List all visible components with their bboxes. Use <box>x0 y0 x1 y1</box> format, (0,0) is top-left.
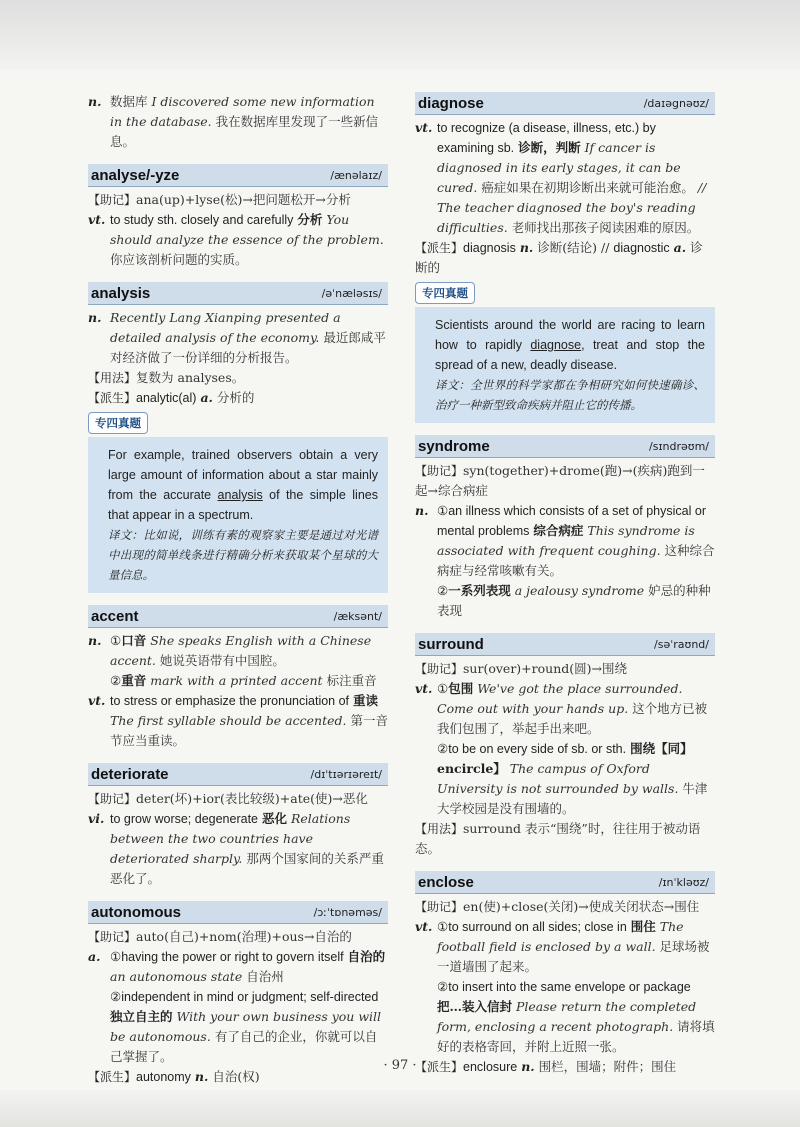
mnemonic-tag: 【助记】 <box>415 900 464 914</box>
entry-diagnose <box>415 92 715 423</box>
derivative-word: analytic(al) <box>136 391 197 405</box>
example-translation: 她说英语带有中国腔。 <box>159 653 285 668</box>
headword: accent <box>91 607 139 625</box>
def-zh: 重读 <box>353 693 379 708</box>
example: Relations between the two countries have deteriorated sharply. <box>110 811 351 866</box>
definition: to study sth. closely and carefully <box>110 213 294 227</box>
def-zh: 把…装入信封 <box>437 999 513 1014</box>
sense-number: ② <box>437 583 449 598</box>
entry-header <box>88 605 388 628</box>
example-translation: 你应该剖析问题的实质。 <box>110 252 248 267</box>
derivative-tag: 【派生】 <box>88 391 137 405</box>
exam-keyword: analysis <box>217 488 263 502</box>
mnemonic: auto(自己)+nom(治理)+ous→自治的 <box>136 929 352 944</box>
definition: an illness which consists of a set of physical or mental problems <box>437 504 706 538</box>
pos: a. <box>88 949 101 964</box>
usage: surround 表示“围绕”时，往往用于被动语态。 <box>415 821 701 856</box>
derivative-zh: 自治(权) <box>212 1069 260 1084</box>
mnemonic-tag: 【助记】 <box>415 464 464 478</box>
derivative-word: diagnostic <box>613 241 670 255</box>
def-zh: 围绕【同】encircle】 <box>437 741 693 776</box>
entry-enclose <box>415 871 715 1077</box>
phonetic: /səˈraʊnd/ <box>654 637 709 651</box>
entry-header <box>415 871 715 894</box>
mnemonic-tag: 【助记】 <box>88 792 137 806</box>
example-translation: 有了自己的企业，你就可以自己掌握了。 <box>110 1029 378 1064</box>
right-column <box>415 92 715 1089</box>
bottom-margin <box>0 1090 800 1127</box>
derivative-tag: 【派生】 <box>415 241 464 255</box>
example-translation: 最近郎咸平对经济做了一份详细的分析报告。 <box>110 330 386 365</box>
sense-number: ② <box>110 989 122 1004</box>
example: You should analyze the essence of the problem. <box>110 212 384 247</box>
headword: autonomous <box>91 903 181 921</box>
entry-database-tail <box>88 92 388 152</box>
mnemonic: en(使)+close(关闭)→使成关闭状态→围住 <box>463 899 700 914</box>
example: This syndrome is associated with frequent coughing. <box>437 523 695 558</box>
mnemonic: ana(up)+lyse(松)→把问题松开→分析 <box>136 192 351 207</box>
mnemonic-tag: 【助记】 <box>88 193 137 207</box>
def-zh: 综合病症 <box>533 523 584 538</box>
derivative-tag: 【派生】 <box>88 1070 137 1084</box>
exam-keyword: diagnose <box>530 338 582 352</box>
pos: n. <box>194 1069 209 1084</box>
pos: n. <box>521 1059 535 1074</box>
derivative-word: diagnosis <box>463 241 516 255</box>
sense-number: ② <box>437 741 449 756</box>
example-translation: 第一音节应当重读。 <box>110 713 388 748</box>
example-translation: 请将填好的表格寄回，并附上近照一张。 <box>437 1019 715 1054</box>
sense-number: ① <box>437 681 449 696</box>
phonetic: /daɪəgnəʊz/ <box>643 96 709 110</box>
headword: diagnose <box>418 94 484 112</box>
example: I discovered some new information in the database. <box>110 94 375 129</box>
exam-text: For example, trained observers obtain a very large amount of information about a star mainly from the accurate <box>108 448 378 502</box>
usage-tag: 【用法】 <box>415 822 464 836</box>
example: With your own business you will be autonomous. <box>110 1009 382 1044</box>
pos: vt. <box>88 212 106 227</box>
entry-header <box>88 763 388 786</box>
entry-header <box>88 282 388 305</box>
derivative-word: enclosure <box>463 1060 518 1074</box>
headword: syndrome <box>418 437 490 455</box>
entry-header <box>88 164 388 187</box>
entry-header <box>415 92 715 115</box>
example: an autonomous state <box>110 969 243 984</box>
entry-analyse <box>88 164 388 270</box>
def-zh: 围住 <box>630 919 656 934</box>
example-translation: 这个地方已被我们包围了，举起手出来吧。 <box>437 701 708 736</box>
top-margin <box>0 0 800 70</box>
derivative-zh: 诊断(结论) // <box>537 240 614 255</box>
phonetic: /sɪndrəʊm/ <box>649 439 709 453</box>
usage-tag: 【用法】 <box>88 371 137 385</box>
pos: n. <box>88 633 102 648</box>
example-translation: 自治州 <box>246 969 284 984</box>
entry-header <box>88 901 388 924</box>
pos: n. <box>88 94 102 109</box>
derivative-tag: 【派生】 <box>415 1060 464 1074</box>
headword: deteriorate <box>91 765 169 783</box>
example: She speaks English with a Chinese accent. <box>110 633 372 668</box>
pos: n. <box>519 240 534 255</box>
exam-translation: 译文：比如说，训练有素的观察家主要是通过对光谱中出现的简单线条进行精确分析来获取某个星球的大量信息。 <box>108 528 378 582</box>
definition: to stress or emphasize the pronunciation of <box>110 694 350 708</box>
definition: to recognize (a disease, illness, etc.) by examining sb. <box>437 121 656 155</box>
entry-syndrome <box>415 435 715 621</box>
left-column <box>88 92 388 1099</box>
mnemonic-tag: 【助记】 <box>415 662 464 676</box>
example-translation: 妒忌的种种表现 <box>437 583 711 618</box>
def-zh: 数据库 <box>110 94 148 109</box>
exam-label: 专四真题 <box>415 282 475 304</box>
mnemonic: syn(together)+drome(跑)→(疾病)跑到一起→综合病症 <box>415 463 705 498</box>
example-translation: 这种综合病症与经常咳嗽有关。 <box>437 543 715 578</box>
phonetic: /ɪnˈkləʊz/ <box>658 875 709 889</box>
def-zh: 一系列表现 <box>448 583 511 598</box>
entry-header <box>415 633 715 656</box>
example: If cancer is diagnosed in its early stages, it can be cured. <box>437 140 681 195</box>
definition: to be on every side of sb. or sth. <box>448 742 627 756</box>
example: Recently Lang Xianping presented a detailed analysis of the economy. <box>110 310 341 345</box>
headword: surround <box>418 635 484 653</box>
phonetic: /ɔːˈtɒnəməs/ <box>313 905 382 919</box>
exam-translation: 译文：全世界的科学家都在争相研究如何快速确诊、治疗一种新型致命疾病并阻止它的传播。 <box>435 378 705 412</box>
entry-surround <box>415 633 715 859</box>
headword: analysis <box>91 284 151 302</box>
definition: to insert into the same envelope or package <box>448 980 691 994</box>
example-translation: 标注重音 <box>326 673 377 688</box>
pos: n. <box>88 310 102 325</box>
example-translation: 足球场被一道墙围了起来。 <box>437 939 710 974</box>
exam-text: Scientists around the world are racing to learn how to rapidly <box>435 318 705 352</box>
page-number: · 97 · <box>383 1058 417 1073</box>
definition: independent in mind or judgment; self-directed <box>121 990 379 1004</box>
pos: vt. <box>415 681 433 696</box>
example: // The teacher diagnosed the boy's reading difficulties. <box>437 180 707 235</box>
def-zh: 恶化 <box>262 811 288 826</box>
pos: a. <box>200 390 213 405</box>
entry-analysis <box>88 282 388 593</box>
exam-box <box>88 437 388 593</box>
definition: having the power or right to govern itself <box>121 950 344 964</box>
derivative-word: autonomy <box>136 1070 191 1084</box>
phonetic: /dɪˈtɪərɪəreɪt/ <box>310 767 382 781</box>
exam-text: , treat and stop the spread of a new, deadly disease. <box>435 338 705 372</box>
example: a jealousy syndrome <box>514 583 645 598</box>
definition: to surround on all sides; close in <box>448 920 627 934</box>
entry-accent <box>88 605 388 751</box>
pos: vt. <box>88 693 106 708</box>
phonetic: /əˈnæləsɪs/ <box>321 286 382 300</box>
pos: a. <box>673 240 687 255</box>
example: The campus of Oxford University is not surrounded by walls. <box>437 761 679 796</box>
phonetic: /ænəlaɪz/ <box>330 168 382 182</box>
example-translation: 我在数据库里发现了一些新信息。 <box>110 114 379 149</box>
def-zh: 分析 <box>297 212 323 227</box>
example-translation: 老师找出那孩子阅读困难的原因。 <box>511 220 700 235</box>
headword: enclose <box>418 873 474 891</box>
def-zh: 独立自主的 <box>110 1009 173 1024</box>
def-zh: 诊断，判断 <box>518 140 581 155</box>
entry-header <box>415 435 715 458</box>
example-translation: 牛津大学校园是没有围墙的。 <box>437 781 708 816</box>
sense-number: ② <box>110 673 122 688</box>
example: We've got the place surrounded. Come out with your hands up. <box>437 681 683 716</box>
example-translation: 癌症如果在初期诊断出来就可能治愈。 <box>481 180 694 195</box>
sense-number: ② <box>437 979 449 994</box>
exam-text: of the simple lines that appear in a spectrum. <box>108 488 378 522</box>
mnemonic: sur(over)+round(圆)→围绕 <box>463 661 627 676</box>
def-zh: 口音 <box>121 633 147 648</box>
usage: 复数为 analyses。 <box>136 370 245 385</box>
sense-number: ① <box>110 633 122 648</box>
sense-number: ① <box>110 949 122 964</box>
mnemonic-tag: 【助记】 <box>88 930 137 944</box>
phonetic: /æksənt/ <box>333 609 382 623</box>
derivative-zh: 分析的 <box>216 390 255 405</box>
headword: analyse/-yze <box>91 166 180 184</box>
pos: n. <box>415 503 429 518</box>
example: Please return the completed form, enclosing a recent photograph. <box>437 999 697 1034</box>
derivative-zh: 诊断的 <box>415 240 703 275</box>
mnemonic: deter(坏)+ior(表比较级)+ate(使)→恶化 <box>136 791 368 806</box>
exam-label: 专四真题 <box>88 412 148 434</box>
def-zh: 包围 <box>448 681 474 696</box>
sense-number: ① <box>437 919 449 934</box>
pos: vi. <box>88 811 105 826</box>
pos: vt. <box>415 919 433 934</box>
derivative-zh: 围栏，围墙；附件；围住 <box>538 1059 677 1074</box>
pos: vt. <box>415 120 433 135</box>
exam-box <box>415 307 715 423</box>
def-zh: 重音 <box>121 673 147 688</box>
example-translation: 那两个国家间的关系严重恶化了。 <box>110 851 384 886</box>
example: The football field is enclosed by a wall. <box>437 919 684 954</box>
sense-number: ① <box>437 503 449 518</box>
definition: to grow worse; degenerate <box>110 812 259 826</box>
entry-deteriorate <box>88 763 388 889</box>
def-zh: 自治的 <box>347 949 386 964</box>
example: mark with a printed accent <box>150 673 323 688</box>
example: The first syllable should be accented. <box>110 713 347 728</box>
